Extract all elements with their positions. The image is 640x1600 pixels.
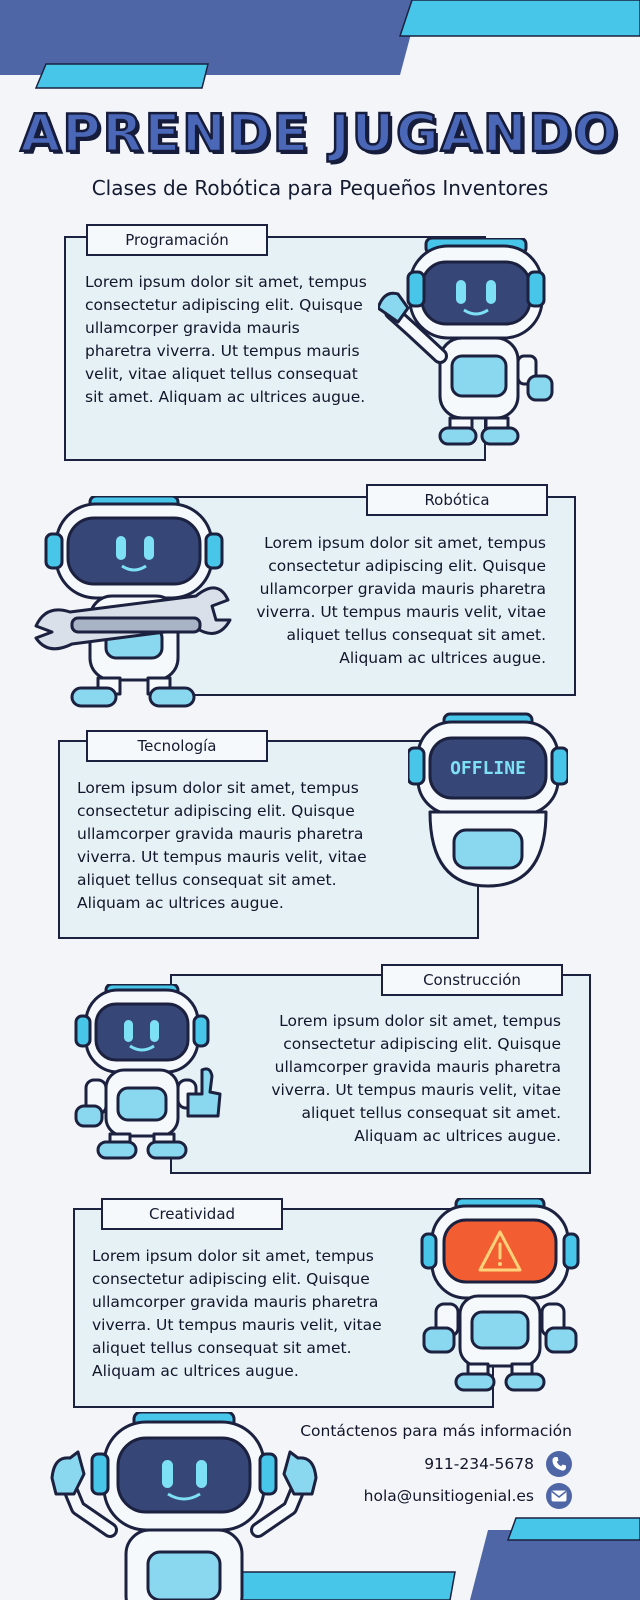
header-decoration xyxy=(0,0,640,90)
tab-robotica: Robótica xyxy=(366,484,548,516)
robot-thumbs-up-illustration xyxy=(70,984,230,1164)
contact-phone[interactable]: 911-234-5678 xyxy=(424,1455,534,1473)
contact-email[interactable]: hola@unsitiogenial.es xyxy=(363,1487,534,1505)
robot-arms-up-illustration xyxy=(44,1412,324,1600)
contact-title: Contáctenos para más información xyxy=(300,1422,572,1440)
contact-email-row[interactable] xyxy=(364,1482,572,1510)
tab-creatividad: Creatividad xyxy=(101,1198,283,1230)
page-title: APRENDE JUGANDO xyxy=(20,104,620,164)
robot-offline-illustration xyxy=(408,712,568,902)
offline-screen-text: OFFLINE xyxy=(450,758,526,779)
card-text-tecnologia: Lorem ipsum dolor sit amet, tempus consectetur adipiscing elit. Quisque ullamcorper gravida mauris pharetra viverra. Ut tempus mauris velit, vitae aliquet tellus consequat sit amet. Aliquam ac ultrices augue. xyxy=(77,779,367,912)
tab-construccion: Construcción xyxy=(381,964,563,996)
contact-phone-row[interactable] xyxy=(424,1450,572,1478)
tab-programacion: Programación xyxy=(86,224,268,256)
card-text-robotica: Lorem ipsum dolor sit amet, tempus consectetur adipiscing elit. Quisque ullamcorper gravida mauris pharetra viverra. Ut tempus mauris velit, vitae aliquet tellus consequat sit amet. Aliquam ac ultrices augue. xyxy=(256,534,546,667)
robot-wrench-illustration xyxy=(32,496,232,716)
robot-waving-illustration xyxy=(378,238,578,448)
tab-tecnologia: Tecnología xyxy=(86,730,268,762)
phone-icon xyxy=(546,1451,572,1477)
card-text-programacion: Lorem ipsum dolor sit amet, tempus consectetur adipiscing elit. Quisque ullamcorper gravida mauris pharetra viverra. Ut tempus mauris velit, vitae aliquet tellus consequat sit amet. Aliquam ac ultrices augue. xyxy=(85,273,367,406)
page-subtitle: Clases de Robótica para Pequeños Inventores xyxy=(91,176,549,200)
card-text-construccion: Lorem ipsum dolor sit amet, tempus consectetur adipiscing elit. Quisque ullamcorper gravida mauris pharetra viverra. Ut tempus mauris velit, vitae aliquet tellus consequat sit amet. Aliquam ac ultrices augue. xyxy=(271,1012,561,1145)
mail-icon xyxy=(546,1483,572,1509)
robot-warning-illustration xyxy=(420,1198,580,1398)
card-text-creatividad: Lorem ipsum dolor sit amet, tempus consectetur adipiscing elit. Quisque ullamcorper gravida mauris pharetra viverra. Ut tempus mauris velit, vitae aliquet tellus consequat sit amet. Aliquam ac ultrices augue. xyxy=(92,1247,382,1380)
